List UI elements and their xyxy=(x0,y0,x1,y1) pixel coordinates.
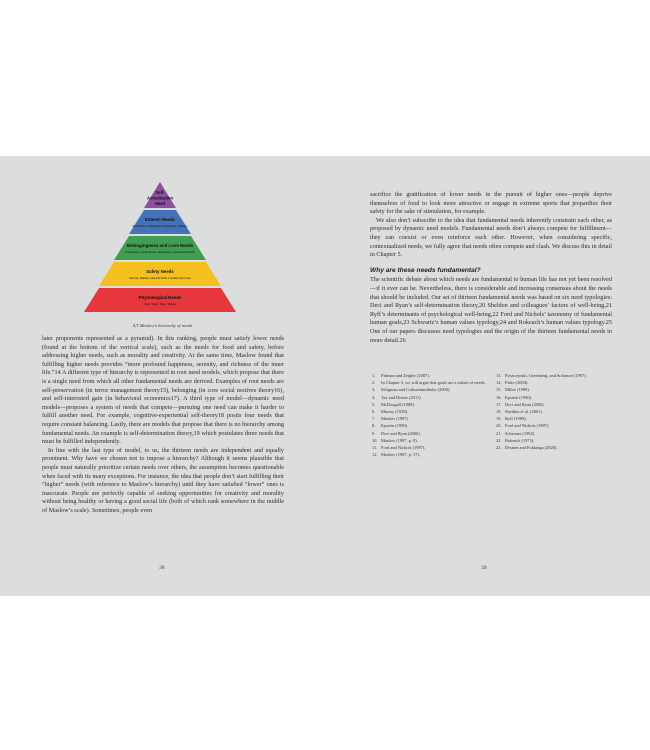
endnote: 19. Ryff (1989). xyxy=(496,416,527,422)
pyramid-title-self-2: Actualization xyxy=(146,195,174,201)
pyramid-level-safety xyxy=(99,262,221,286)
endnote: 2. In Chapter 3, we will argue that goals are a subset of needs. xyxy=(372,380,486,386)
endnote: 9. Deci and Ryan (2000). xyxy=(372,430,421,436)
section-heading: Why are these needs fundamental? xyxy=(370,266,481,274)
pyramid-level-belonging xyxy=(114,236,206,260)
endnote: 6. Murray (1938). xyxy=(372,409,409,415)
endnote: 16. Epstein (1990). xyxy=(496,394,533,400)
pyramid-subtitle-physiological: Food, Water, Sleep, Shelter xyxy=(144,303,176,306)
endnote: 23. Desmet and Fokkinga (2020). xyxy=(496,445,558,451)
pyramid-title-self-3: Need xyxy=(154,201,166,206)
endnote: 15. Miller (1999). xyxy=(496,387,530,393)
endnote: 22. Rokeach (1973). xyxy=(496,437,535,443)
figure-caption xyxy=(0,323,325,328)
right-paragraph-1: sacrifice the gratification of lower needs in the pursuit of higher ones—people deprive themselves of food to look more attractive or engage in extreme sports that jeopardize their safety for the sake of stimulation, for example. xyxy=(370,191,612,216)
page-number-left: 38 xyxy=(159,565,165,571)
endnote: 20. Ford and Nichols (1987). xyxy=(496,423,550,429)
right-body-text xyxy=(370,191,612,345)
left-body-text xyxy=(42,335,284,515)
endnote: 18. Sheldon et al. (2001). xyxy=(496,409,543,415)
left-paragraph-2: In line with the last type of model, to us, the thirteen needs are independent and equally prominent. Why have we chosen not to impose a hierarchy? Although it seems plausible that people must naturally prioritize certain needs over others, the assumption becomes questionable when faced with its many exceptions. For instance, the idea that people don’t start fulfilling their “higher” needs (with reference to Maslow’s hierarchy) until they have satisfied “lower” ones is inaccurate. People are perfectly capable of seeking opportunities for creativity and morality without being healthy or having a good social life (both of which rank somewhere in the middle of Maslow’s scale). Sometimes, people even xyxy=(42,446,284,514)
endnote: 1. Pittman and Zeigler (2007). xyxy=(372,373,430,378)
pyramid-subtitle-belonging: Friendships, Family Bonds, Acceptance, Group Membership xyxy=(125,251,195,254)
maslow-pyramid-figure xyxy=(70,180,250,320)
figure-number: 1.7 xyxy=(132,323,139,328)
endnote: 3. Seligman and Csikszentmihalyi (2000). xyxy=(372,387,451,393)
endnote: 21. Schwartz (1994) xyxy=(496,430,535,436)
pyramid-title-belonging: Belongingness and Love Needs xyxy=(126,243,194,248)
endnote: 17. Deci and Ryan (2000). xyxy=(496,401,545,407)
book-spread xyxy=(0,156,650,596)
endnote: 10. Maslow (1987, p. 8). xyxy=(372,437,418,443)
endnote: 5. McDougall (1908). xyxy=(372,401,415,407)
pyramid-level-physiological xyxy=(84,288,236,312)
endnote: 12. Maslow (1987, p. 57). xyxy=(372,452,421,458)
endnote: 13. Pyszczynski, Greenberg, and Solomon (1997). xyxy=(496,373,587,378)
pyramid-title-self-1: Self- xyxy=(155,190,165,195)
endnote: 7. Maslow (1987). xyxy=(372,416,410,422)
left-paragraph-1: later proponents represented as a pyramid). In this ranking, people must satisfy lower needs (found at the bottom of the vertical scale), such as the needs for food and safety, before addressing higher needs, such as morality and creativity. At the same time, Maslow found that fulfilling higher needs provides “more profound happiness, serenity, and richness of the inner life.”14 A different type of hierarchy is represented in root need models, which propose that there is a single need from which all other fundamental needs are derived. Examples of root needs are self-preservation (in terror management theory15), belonging (in core social motives theory16), and self-interested gain (in behavioral economics17). A third type of model—dynamic need models—proposes a system of needs that compete—pursuing one need can make it harder to fulfill another need. For example, cognitive-experiential self-theory18 posits four needs that require constant balancing. Lastly, there are models that propose that there is no hierarchy among fundamental needs. An example is self-determination theory,19 which postulates three needs that must be fulfilled independently. xyxy=(42,335,284,446)
endnote: 14. Fiske (2004). xyxy=(496,380,529,386)
section-paragraph: The scientific debate about which needs are fundamental to human life has not yet been resolved—if it ever can be. Nevertheless, there is considerable and increasing consensus about the needs that should be included. Our set of thirteen fundamental needs was based on six need typologies: Deci and Ryan’s self-determination theory,20 Sheldon and colleagues’ factors of well-being,21 Ryff’s determinants of psychological well-being,22 Ford and Nichols’ taxonomy of fundamental human goals,23 Schwartz’s human values typology,24 and Rokeach’s human values typology.25 One of our papers discusses need typologies and the origin of the thirteen fundamental needs in more detail.26 xyxy=(370,276,612,344)
page-number-right: 39 xyxy=(481,565,487,571)
endnote: 11. Ford and Nichols (1987). xyxy=(372,445,426,451)
pyramid-subtitle-safety: Security, Stability, Law and Order, Freedom from Fear xyxy=(129,277,191,280)
pyramid-title-safety: Safety Needs xyxy=(146,269,174,274)
endnotes-column-1 xyxy=(372,372,490,458)
figure-caption-text: Maslow’s hierarchy of needs xyxy=(139,323,193,328)
right-paragraph-2: We also don’t subscribe to the idea that fundamental needs inherently constrain each other, as proposed by dynamic need models. Fundamental needs don’t always compete for fulfillment—they can coexist or even reinforce each other. However, when considering specific, contextualized needs, we fully agree that needs often compete and clash. We discuss this in detail in Chapter 5. xyxy=(370,216,612,259)
pyramid-title-esteem: Esteem Needs xyxy=(144,217,176,222)
pyramid-subtitle-esteem: Self-Esteem, Achievement, Reputation, Mastery xyxy=(132,225,188,228)
endnote: 8. Epstein (1990). xyxy=(372,423,409,429)
pyramid-title-physiological: Physiological Needs xyxy=(138,295,182,300)
endnote: 4. Tay and Diener (2011). xyxy=(372,394,422,400)
left-page xyxy=(0,156,325,596)
endnotes-column-2 xyxy=(496,372,614,451)
pyramid-level-esteem xyxy=(129,210,191,234)
